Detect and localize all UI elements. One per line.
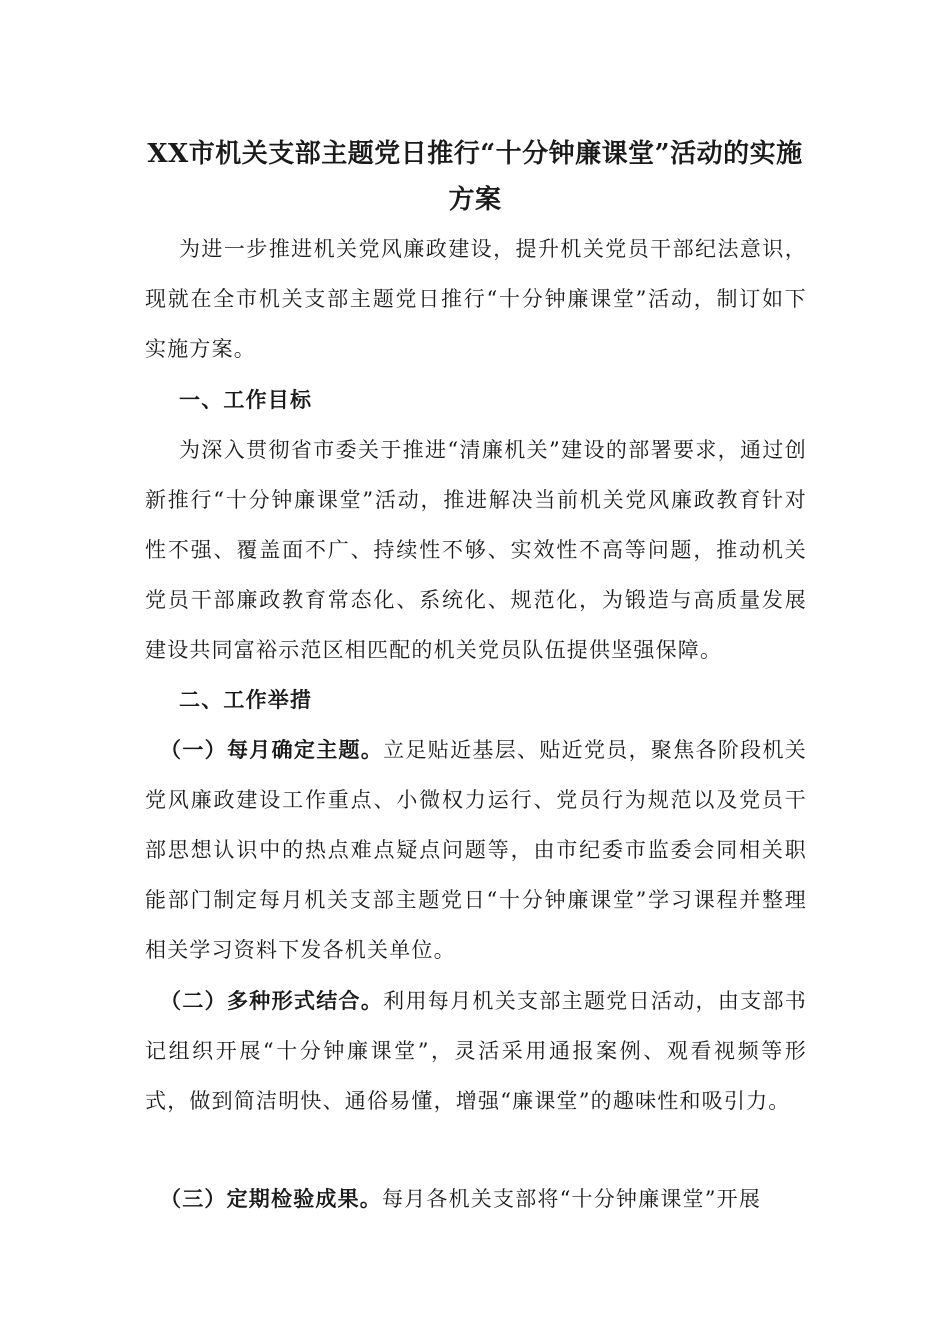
section-1-paragraph: 为深入贯彻省市委关于推进“清廉机关”建设的部署要求，通过创新推行“十分钟廉课堂”活动，推进解决当前机关党风廉政教育针对性不强、覆盖面不广、持续性不够、实效性不高等问题，推动机关党员干部廉政教育常态化、系统化、规范化，为锻造与高质量发展建设共同富裕示范区相匹配的机关党员队伍提供坚强保障。: [145, 438, 807, 662]
measure-2-text: 利用每月机关支部主题党日活动，由支部书记组织开展“十分钟廉课堂”，灵活采用通报案例、观看视频等形式，做到简洁明快、通俗易懂，增强“廉课堂”的趣味性和吸引力。: [145, 989, 807, 1113]
measure-1-text: 立足贴近基层、贴近党员，聚焦各阶段机关党风廉政建设工作重点、小微权力运行、党员行为规范以及党员干部思想认识中的热点难点疑点问题等，由市纪委市监委会同相关职能部门制定每月机关支部主题党日“十分钟廉课堂”学习课程并整理相关学习资料下发各机关单位。: [145, 738, 807, 962]
section-1-heading: 一、工作目标: [179, 387, 313, 412]
measure-paragraph-3: [145, 1174, 807, 1224]
document-title-line-1: XX市机关支部主题党日推行“十分钟廉课堂”活动的实施: [147, 139, 803, 169]
intro-paragraph: 为进一步推进机关党风廉政建设，提升机关党员干部纪法意识，现就在全市机关支部主题党日推行“十分钟廉课堂”活动，制订如下实施方案。: [145, 237, 807, 361]
measure-3-lead: （三）定期检验成果。: [160, 1186, 382, 1211]
measure-2-lead: （二）多种形式结合。: [160, 988, 384, 1013]
measure-1-lead: （一）每月确定主题。: [160, 737, 384, 762]
section-2-heading: 二、工作举措: [179, 687, 313, 712]
document-title-line-2: 方案: [448, 185, 502, 215]
measure-paragraph-1: [145, 725, 807, 975]
measure-3-text: 每月各机关支部将“十分钟廉课堂”开展: [382, 1187, 762, 1211]
measure-paragraph-2: [145, 976, 807, 1126]
